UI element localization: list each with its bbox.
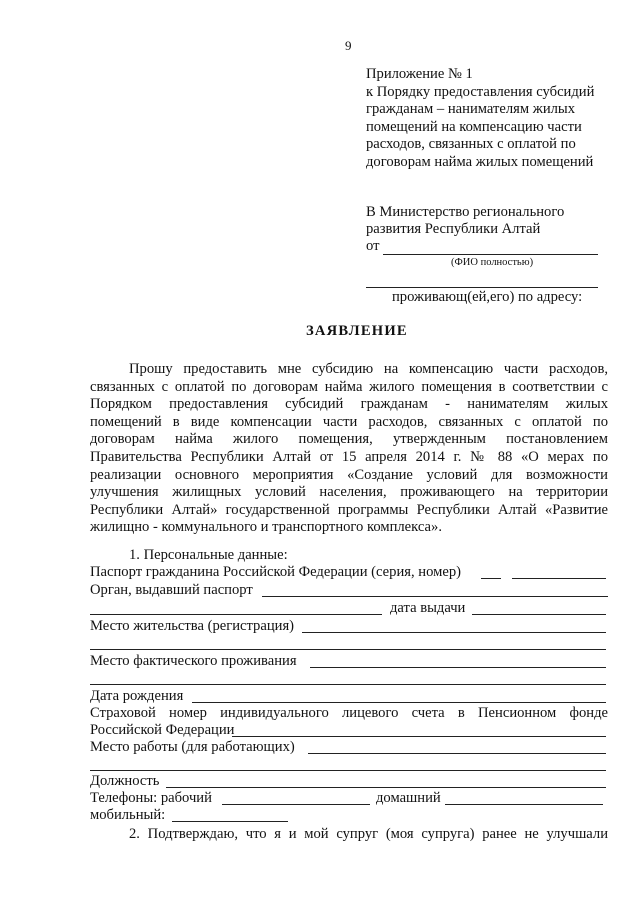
registration-field[interactable] (302, 632, 606, 633)
fio-field-2[interactable] (366, 287, 598, 288)
appendix-line: помещений на компенсацию части (366, 118, 582, 135)
mobile-phone-label: мобильный: (90, 807, 166, 823)
snils-field[interactable] (232, 736, 606, 737)
passport-label: Паспорт гражданина Российской Федерации (серия, номер) (90, 564, 461, 580)
address-label: проживающ(ей,его) по адресу: (392, 289, 583, 305)
registration-field-2[interactable] (90, 649, 606, 650)
appendix-header (366, 66, 594, 171)
appendix-line: расходов, связанных с оплатой по (366, 136, 576, 152)
position-label: Должность (90, 773, 160, 789)
section-personal-data: 1. Персональные данные: (129, 547, 288, 563)
issue-date-label: дата выдачи (390, 600, 466, 616)
statement-paragraph (90, 361, 608, 537)
fio-field[interactable] (383, 254, 598, 255)
body-line: реализации основного мероприятия «Создание условий для возможности (90, 466, 608, 483)
document-title: ЗАЯВЛЕНИЕ (306, 323, 408, 339)
workplace-label: Место работы (для работающих) (90, 739, 295, 755)
body-line: помещений в виде компенсации части расходов, связанных с оплатой по (90, 413, 608, 430)
work-phone-label: Телефоны: рабочий (90, 790, 212, 806)
body-line: Порядком предоставления субсидий гражданам - нанимателям жилых (90, 396, 608, 413)
mobile-phone-field[interactable] (172, 821, 288, 822)
passport-series-field[interactable] (481, 578, 501, 579)
body-line: связанных с оплатой по договорам найма жилого помещения в соответствии с (90, 378, 608, 395)
from-label: от (366, 238, 380, 254)
body-line: улучшения жилищных условий населения, проживающего на территории (90, 484, 608, 501)
position-field[interactable] (166, 787, 606, 788)
birth-date-label: Дата рождения (90, 688, 184, 704)
passport-number-field[interactable] (512, 578, 606, 579)
home-phone-label: домашний (376, 790, 441, 806)
body-line: Прошу предоставить мне субсидию на компенсацию части расходов, (129, 361, 608, 377)
page-number: 9 (345, 38, 352, 53)
snils-label: Страховой номер индивидуального лицевого счета в Пенсионном фонде (90, 705, 608, 721)
appendix-line: договорам найма жилых помещений (366, 153, 594, 170)
addressee-ministry-2: развития Республики Алтай (366, 221, 541, 237)
appendix-line: Приложение № 1 (366, 66, 473, 82)
snils-label-2: Российской Федерации (90, 722, 235, 738)
workplace-field-2[interactable] (90, 770, 606, 771)
actual-residence-field-2[interactable] (90, 684, 606, 685)
registration-label: Место жительства (регистрация) (90, 618, 295, 634)
body-line: жилищно - коммунального и транспортного комплекса». (90, 519, 442, 536)
issued-by-field-2[interactable] (90, 614, 382, 615)
section-confirmation: 2. Подтверждаю, что я и мой супруг (моя супруга) ранее не улучшали (129, 826, 608, 842)
actual-residence-label: Место фактического проживания (90, 653, 297, 669)
issued-by-label: Орган, выдавший паспорт (90, 582, 253, 598)
work-phone-field[interactable] (222, 804, 370, 805)
body-line: Республики Алтай» государственной программы Республики Алтай «Развитие (90, 501, 608, 518)
fio-hint: (ФИО полностью) (451, 257, 534, 268)
body-line: Правительства Республики Алтай от 15 апреля 2014 г. № 88 «О мерах по (90, 448, 608, 465)
home-phone-field[interactable] (445, 804, 603, 805)
appendix-line: гражданам – нанимателям жилых (366, 101, 576, 117)
body-line: договорам найма жилого помещения, утвержденным постановлением (90, 431, 608, 448)
issued-by-field[interactable] (262, 596, 608, 597)
workplace-field[interactable] (308, 753, 606, 754)
addressee-ministry: В Министерство регионального (366, 204, 565, 220)
issue-date-field[interactable] (472, 614, 606, 615)
birth-date-field[interactable] (192, 702, 606, 703)
actual-residence-field[interactable] (310, 667, 606, 668)
appendix-line: к Порядку предоставления субсидий (366, 83, 595, 100)
